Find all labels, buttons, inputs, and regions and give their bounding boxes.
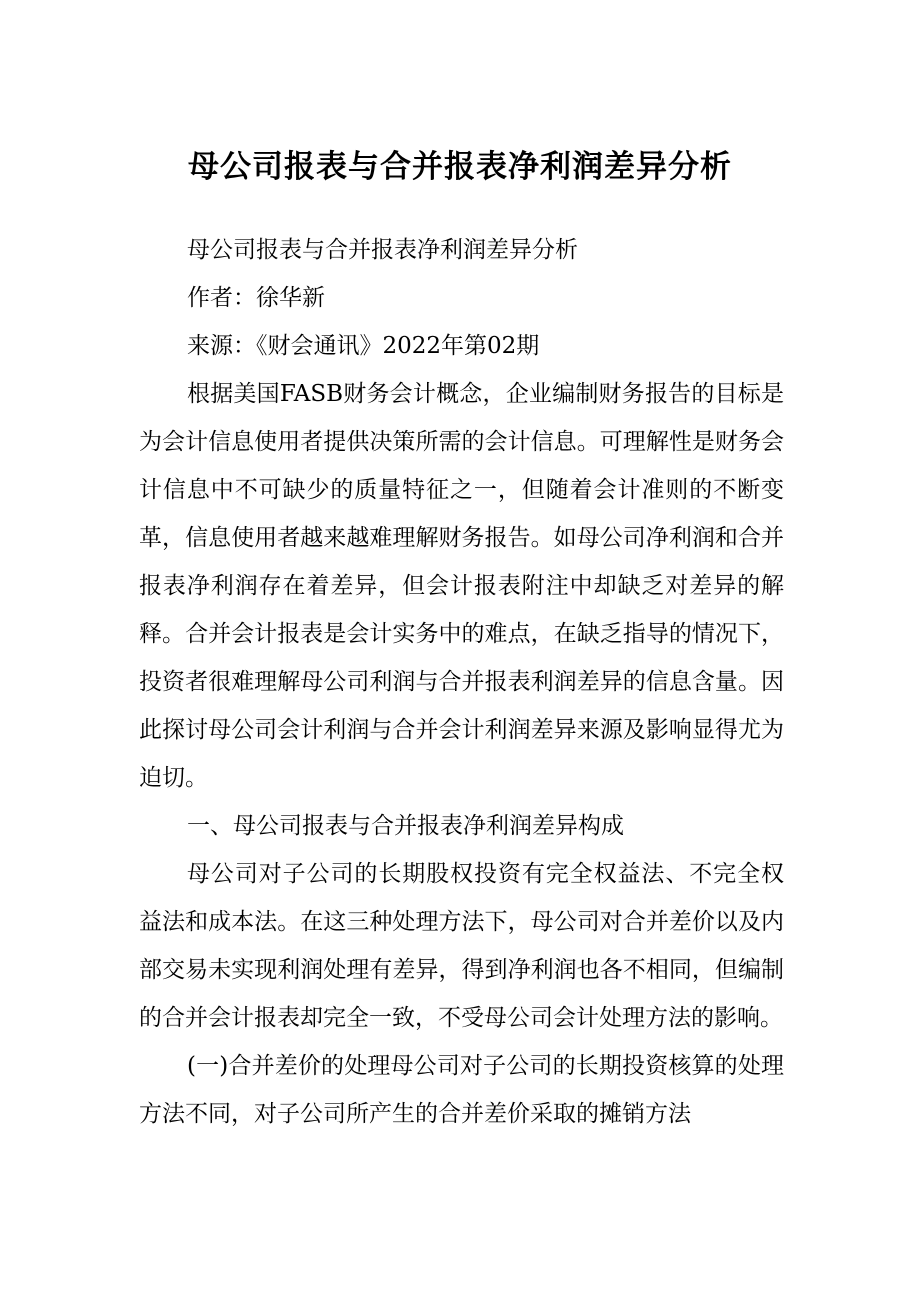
article-title-line: 母公司报表与合并报表净利润差异分析 [187,237,578,263]
body-paragraph: 母公司对子公司的长期股权投资有完全权益法、不完全权益法和成本法。在这三种处理方法下，母公司对合并差价以及内部交易未实现利润处理有差异，得到净利润也各不相同，但编制的合并会计报表却完全一致，不受母公司会计处理方法的影响。 [139,861,784,1031]
section-heading: 一、母公司报表与合并报表净利润差异构成 [187,813,624,839]
subsection-paragraph: (一)合并差价的处理母公司对子公司的长期投资核算的处理方法不同，对子公司所产生的合并差价采取的摊销方法 [139,1053,784,1127]
intro-paragraph: 根据美国FASB财务会计概念，企业编制财务报告的目标是为会计信息使用者提供决策所需的会计信息。可理解性是财务会计信息中不可缺少的质量特征之一，但随着会计准则的不断变革，信息使用者越来越难理解财务报告。如母公司净利润和合并报表净利润存在着差异，但会计报表附注中却缺乏对差异的解释。合并会计报表是会计实务中的难点，在缺乏指导的情况下，投资者很难理解母公司利润与合并报表利润差异的信息含量。因此探讨母公司会计利润与合并会计利润差异来源及影响显得尤为迫切。 [139,381,784,791]
document-title: 母公司报表与合并报表净利润差异分析 [188,149,732,185]
document-body [139,226,784,1138]
author-line: 作者：徐华新 [187,285,325,311]
source-line: 来源：《财会通讯》2022年第02期 [187,333,540,359]
